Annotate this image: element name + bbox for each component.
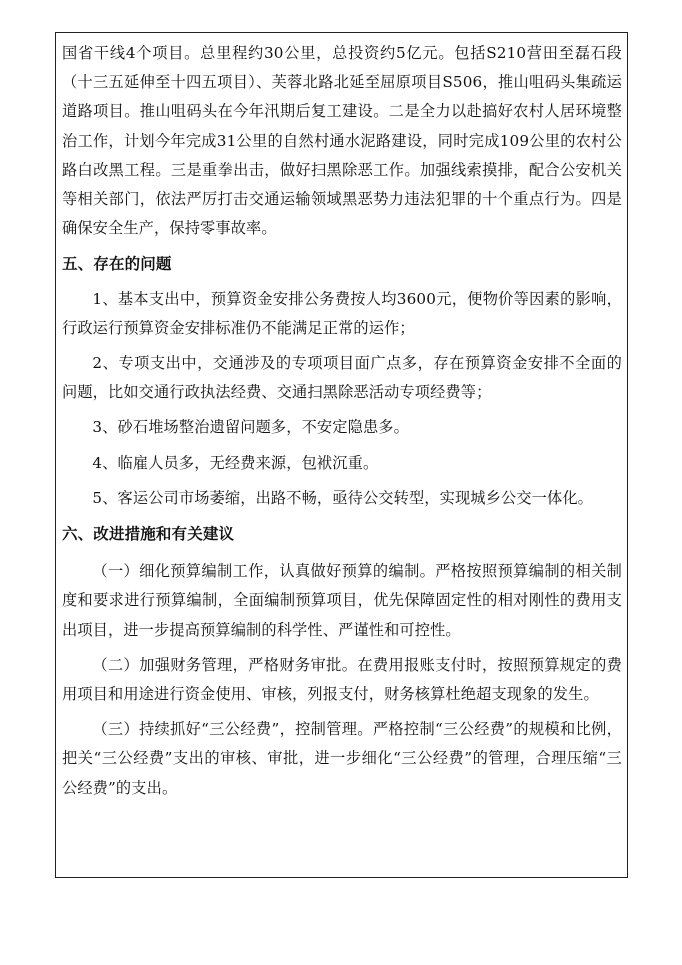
problem-item-4: 4、临雇人员多，无经费来源，包袱沉重。 [92, 453, 379, 472]
suggestion-item-1: （一）细化预算编制工作，认真做好预算的编制。严格按照预算编制的相关制度和要求进行预算编制，全面编制预算项目，优先保障固定性的相对刚性的费用支出项目，进一步提高预算编制的科学性、严谨性和可控性。 [62, 562, 622, 639]
section-heading-problems: 五、存在的问题 [62, 254, 172, 274]
section-heading-suggestions: 六、改进措施和有关建议 [62, 524, 235, 544]
paragraph-continuation: 国省干线4个项目。总里程约30公里，总投资约5亿元。包括S210营田至磊石段（十三五延伸至十四五项目）、芙蓉北路北延至屈原项目S506，推山咀码头集疏运道路项目。推山咀码头在今年汛期后复工建设。二是全力以赴搞好农村人居环境整治工作，计划今年完成31公里的自然村通水泥路建设，同时完成109公里的农村公路白改黑工程。三是重拳出击，做好扫黑除恶工作。加强线索摸排，配合公安机关等相关部门，依法严厉打击交通运输领域黑恶势力违法犯罪的十个重点行为。四是确保安全生产，保持零事故率。 [62, 44, 622, 238]
problem-item-2: 2、专项支出中，交通涉及的专项项目面广点多，存在预算资金安排不全面的问题，比如交通行政执法经费、交通扫黑除恶活动专项经费等； [62, 354, 622, 402]
problem-item-5: 5、客运公司市场萎缩，出路不畅，亟待公交转型，实现城乡公交一体化。 [92, 488, 594, 507]
suggestion-item-3: （三）持续抓好“三公经费”，控制管理。严格控制“三公经费”的规模和比例，把关“三公经费”支出的审核、审批，进一步细化“三公经费”的管理，合理压缩“三公经费”的支出。 [62, 720, 622, 797]
problem-item-1: 1、基本支出中，预算资金安排公务费按人均3600元，便物价等因素的影响，行政运行预算资金安排标准仍不能满足正常的运作； [62, 289, 622, 337]
problem-item-3: 3、砂石堆场整治遗留问题多，不安定隐患多。 [92, 418, 409, 437]
document-body [62, 39, 622, 803]
suggestion-item-2: （二）加强财务管理，严格财务审批。在费用报账支付时，按照预算规定的费用项目和用途进行资金使用、审核，列报支付，财务核算杜绝超支现象的发生。 [62, 655, 622, 704]
